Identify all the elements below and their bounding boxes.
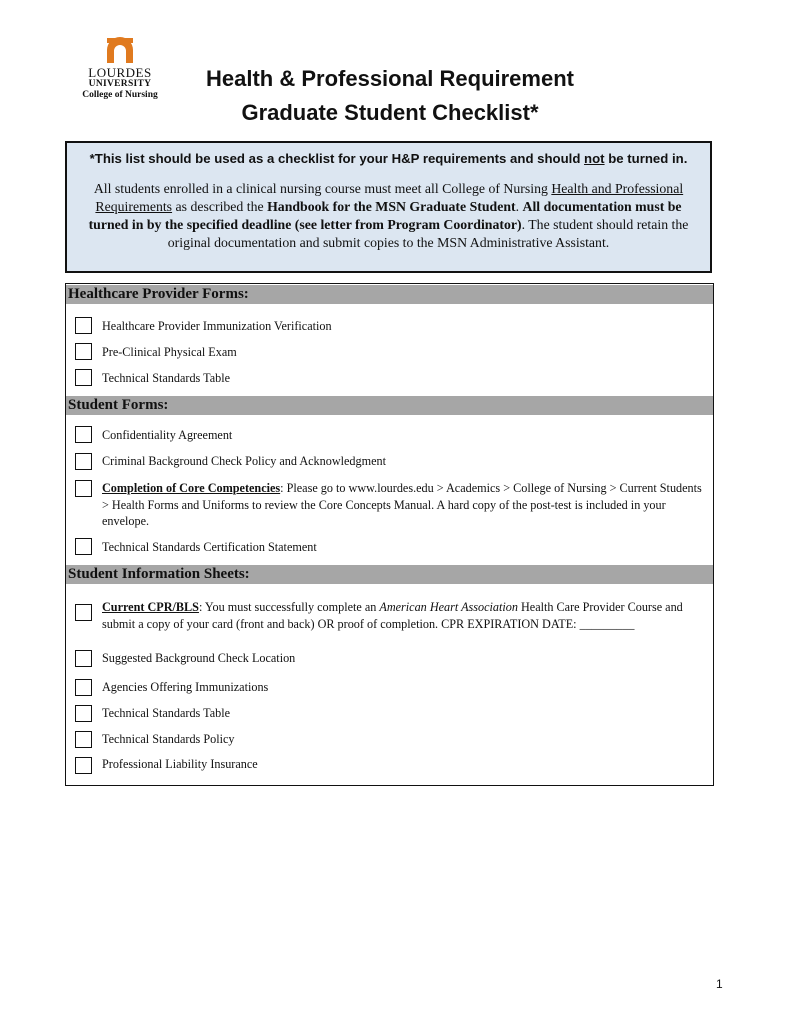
- checkbox[interactable]: [75, 679, 92, 696]
- arch-logo-icon: [103, 36, 137, 64]
- cpr-text-1: : You must successfully complete an: [198, 600, 380, 614]
- item-label: Agencies Offering Immunizations: [102, 680, 269, 694]
- title-line-2: Graduate Student Checklist*: [241, 100, 539, 125]
- page-number: 1: [716, 977, 723, 991]
- notice-heading-post: be turned in.: [604, 151, 688, 166]
- notice-body-4: . The student should retain the original documentation and submit copies to the MSN Administrative Assistant.: [167, 217, 689, 250]
- item-label: Criminal Background Check Policy and Acknowledgment: [102, 454, 386, 468]
- checkbox[interactable]: [75, 604, 92, 621]
- notice-heading-pre: *This list should be used as a checklist for your H&P requirements and should: [89, 151, 585, 166]
- notice-box: [65, 141, 712, 273]
- cpr-text-2: Health Care Provider Course and submit a copy of your card (front and back) OR proof of completion. CPR EXPIRATION DATE: _________: [102, 600, 683, 631]
- checkbox[interactable]: [75, 757, 92, 774]
- notice-deadline-text: All documentation must be turned in by the specified deadline (see letter from Program Coordinator): [88, 199, 682, 232]
- item-label: Technical Standards Table: [102, 706, 231, 720]
- notice-body-3: .: [515, 199, 523, 214]
- cpr-text: [102, 599, 707, 632]
- checkbox[interactable]: [75, 480, 92, 497]
- university-logo: [78, 36, 162, 100]
- section-heading-student-information-sheets: Student Information Sheets:: [66, 565, 713, 584]
- item-label: Technical Standards Certification Statement: [102, 540, 317, 554]
- checkbox[interactable]: [75, 453, 92, 470]
- checkbox[interactable]: [75, 426, 92, 443]
- checkbox[interactable]: [75, 731, 92, 748]
- checkbox[interactable]: [75, 650, 92, 667]
- item-label: Technical Standards Policy: [102, 732, 235, 746]
- item-label: Technical Standards Table: [102, 371, 231, 385]
- section-heading-healthcare-provider-forms: Healthcare Provider Forms:: [66, 285, 713, 304]
- item-label: Confidentiality Agreement: [102, 428, 233, 442]
- notice-handbook-name: Handbook for the MSN Graduate Student: [267, 199, 516, 214]
- hp-requirements-link[interactable]: Health and Professional Requirements: [95, 181, 684, 214]
- page-title: [180, 62, 600, 130]
- core-competencies-text: [102, 480, 707, 530]
- cpr-aha-name: American Heart Association: [379, 600, 518, 614]
- notice-heading-not: not: [584, 151, 605, 166]
- checkbox[interactable]: [75, 369, 92, 386]
- notice-heading: [67, 151, 710, 166]
- checkbox[interactable]: [75, 343, 92, 360]
- checkbox[interactable]: [75, 538, 92, 555]
- logo-line-college: College of Nursing: [82, 90, 158, 100]
- logo-line-lourdes: LOURDES: [88, 65, 152, 80]
- checkbox[interactable]: [75, 705, 92, 722]
- item-label: Suggested Background Check Location: [102, 651, 296, 665]
- checkbox[interactable]: [75, 317, 92, 334]
- item-label: Healthcare Provider Immunization Verification: [102, 319, 332, 333]
- item-label: Pre-Clinical Physical Exam: [102, 345, 237, 359]
- logo-line-university: UNIVERSITY: [88, 79, 152, 89]
- section-heading-student-forms: Student Forms:: [66, 396, 713, 415]
- notice-body: [75, 180, 702, 252]
- cpr-title: Current CPR/BLS: [102, 600, 199, 614]
- checklist-table: [65, 283, 714, 786]
- notice-body-2: as described the: [172, 199, 268, 214]
- core-competencies-instructions: : Please go to www.lourdes.edu > Academics > College of Nursing > Current Students > Health Forms and Uniforms to review the Core Concepts Manual. A hard copy of the post-test is included in your envelope.: [102, 481, 702, 528]
- title-line-1: Health & Professional Requirement: [206, 66, 574, 91]
- item-label: Professional Liability Insurance: [102, 757, 258, 771]
- notice-body-1: All students enrolled in a clinical nursing course must meet all College of Nursing: [93, 181, 552, 196]
- core-competencies-title: Completion of Core Competencies: [102, 481, 281, 495]
